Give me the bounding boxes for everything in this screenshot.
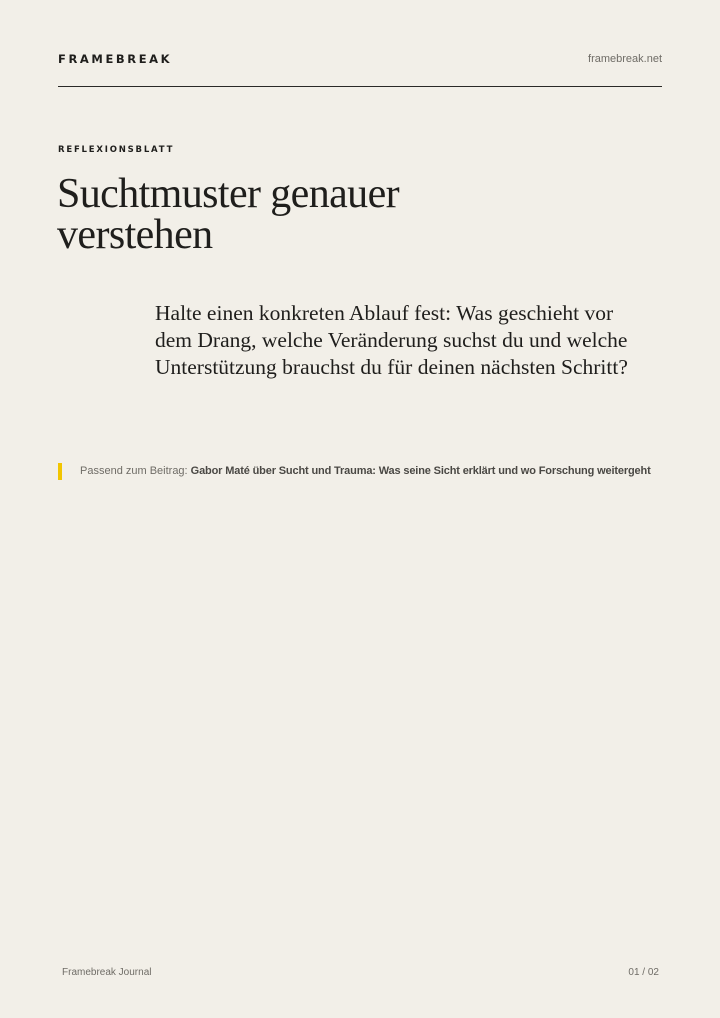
page-number: 01 / 02 (628, 967, 659, 978)
section-kicker: REFLEXIONSBLATT (58, 145, 175, 155)
brand-logo: FRAMEBREAK (58, 52, 173, 66)
related-article (58, 463, 662, 480)
footer-publication: Framebreak Journal (62, 967, 152, 978)
site-url: framebreak.net (588, 53, 662, 65)
page-header (58, 52, 662, 87)
related-article-text (80, 465, 651, 477)
reflection-prompt: Halte einen konkreten Ablauf fest: Was geschieht vor dem Drang, welche Veränderung suchst du und welche Unterstützung brauchst du für deinen nächsten Schritt? (155, 301, 628, 379)
related-article-link[interactable]: Gabor Maté über Sucht und Trauma: Was seine Sicht erklärt und wo Forschung weitergeht (190, 465, 651, 477)
related-label: Passend zum Beitrag: (80, 465, 191, 477)
accent-bar (58, 463, 62, 480)
page-title: Suchtmuster genauer verstehen (57, 171, 399, 258)
